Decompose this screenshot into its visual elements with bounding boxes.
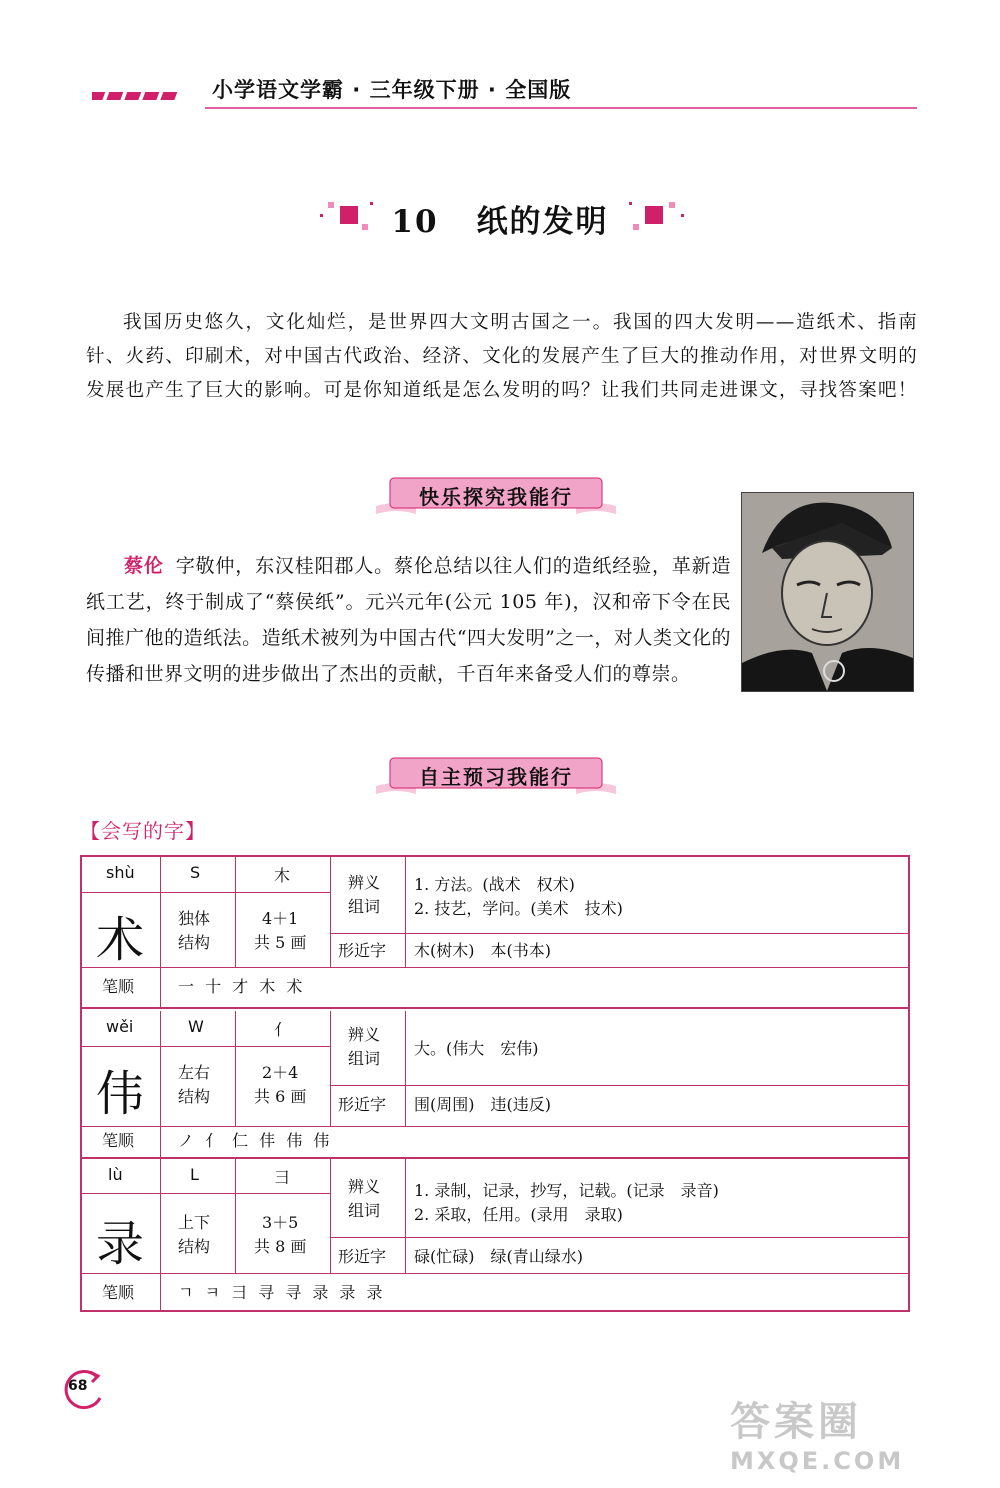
- label-stroke-order: 笔顺: [102, 1283, 135, 1302]
- meaning-1: 大。(伟大 宏伟): [414, 1039, 539, 1058]
- radical: 木: [274, 866, 291, 885]
- label-stroke-order: 笔顺: [102, 1131, 135, 1150]
- section-banner-preview: [376, 756, 616, 796]
- radical: 彐: [274, 1168, 291, 1187]
- character-table: [80, 855, 910, 1312]
- lesson-number: 10: [391, 204, 439, 240]
- label-distinguish: 辨义: [348, 873, 381, 892]
- label-distinguish: 辨义: [348, 1177, 381, 1196]
- stroke-parts: 3＋5: [262, 1213, 299, 1232]
- cai-lun-portrait-image: [741, 492, 914, 692]
- section-banner-explore: [376, 476, 616, 516]
- label-word-group: 组词: [348, 1201, 381, 1220]
- radical: 亻: [274, 1020, 291, 1039]
- stroke-parts: 4＋1: [262, 909, 299, 928]
- similar-chars: 碌(忙碌) 绿(青山绿水): [414, 1247, 583, 1266]
- label-stroke-order: 笔顺: [102, 977, 135, 996]
- banner-explore-text: 快乐探究我能行: [419, 485, 573, 509]
- stroke-count: 共 8 画: [254, 1237, 307, 1256]
- stroke-count: 共 5 画: [254, 933, 307, 952]
- intro-paragraph: 我国历史悠久，文化灿烂，是世界四大文明古国之一。我国的四大发明——造纸术、指南针、火药、印刷术，对中国古代政治、经济、文化的发展产生了巨大的推动作用，对世界文明的发展也产生了巨大的影响。可是你知道纸是怎么发明的吗？让我们共同走进课文，寻找答案吧！: [86, 312, 918, 401]
- book-title: 小学语文学霸 · 三年级下册 · 全国版: [212, 78, 572, 102]
- meaning-1: 1. 方法。(战术 权术): [414, 875, 575, 894]
- watermark-title: 答案圈: [730, 1399, 862, 1445]
- watermark-url: MXQE.COM: [730, 1447, 905, 1475]
- banner-preview-text: 自主预习我能行: [419, 765, 573, 789]
- stroke-count: 共 6 画: [254, 1087, 307, 1106]
- structure: 独体: [178, 909, 211, 928]
- character: 术: [96, 912, 145, 968]
- structure: 上下: [178, 1213, 211, 1232]
- similar-chars: 围(周围) 违(违反): [414, 1095, 551, 1114]
- label-distinguish: 辨义: [348, 1025, 381, 1044]
- stroke-order: ㄱ ㅋ 彐 寻 寻 录 录 录: [178, 1283, 386, 1302]
- label-similar-chars: 形近字: [338, 1247, 387, 1266]
- label-word-group: 组词: [348, 897, 381, 916]
- label-similar-chars: 形近字: [338, 1095, 387, 1114]
- watermark: [730, 1390, 904, 1475]
- structure-label: 结构: [178, 1237, 211, 1256]
- initial-letter: W: [188, 1017, 204, 1036]
- section-label-writing-characters: 【会写的字】: [80, 819, 206, 843]
- biography-text: 字敬仲，东汉桂阳郡人。蔡伦总结以往人们的造纸经验，革新造纸工艺，终于制成了“蔡侯纸”。元兴元年(公元 105 年)，汉和帝下令在民间推广他的造纸法。造纸术被列为中国古代“四大发明”之一，对人类文化的传播和世界文明的进步做出了杰出的贡献，千百年来备受人们的尊崇。: [86, 555, 731, 685]
- meaning-2: 2. 技艺，学问。(美术 技术): [414, 899, 623, 918]
- title-right-ornament-icon: [625, 196, 689, 236]
- lesson-name: 纸的发明: [476, 204, 609, 240]
- header-decoration: [92, 90, 192, 102]
- page-number: 68: [68, 1378, 88, 1394]
- meaning-1: 1. 录制，记录，抄写，记载。(记录 录音): [414, 1181, 719, 1200]
- character: 录: [96, 1216, 145, 1272]
- label-similar-chars: 形近字: [338, 941, 387, 960]
- pinyin: lù: [108, 1165, 123, 1184]
- initial-letter: S: [190, 863, 201, 882]
- pinyin: shù: [106, 863, 135, 882]
- initial-letter: L: [190, 1165, 199, 1184]
- lesson-title: [0, 196, 1000, 241]
- biography-paragraph: [86, 548, 731, 692]
- meaning-2: 2. 采取，任用。(录用 录取): [414, 1205, 623, 1224]
- header-rule: [205, 107, 917, 109]
- structure-label: 结构: [178, 1087, 211, 1106]
- stroke-order: ノ 亻 仁 仹 伟 伟: [178, 1131, 333, 1150]
- pinyin: wěi: [106, 1017, 134, 1036]
- stroke-parts: 2＋4: [262, 1063, 299, 1082]
- similar-chars: 木(树木) 本(书本): [414, 941, 551, 960]
- structure-label: 结构: [178, 933, 211, 952]
- character: 伟: [96, 1066, 145, 1122]
- biography-name: 蔡伦: [124, 555, 164, 577]
- stroke-order: 一 十 才 木 术: [178, 977, 306, 996]
- label-word-group: 组词: [348, 1049, 381, 1068]
- structure: 左右: [178, 1063, 211, 1082]
